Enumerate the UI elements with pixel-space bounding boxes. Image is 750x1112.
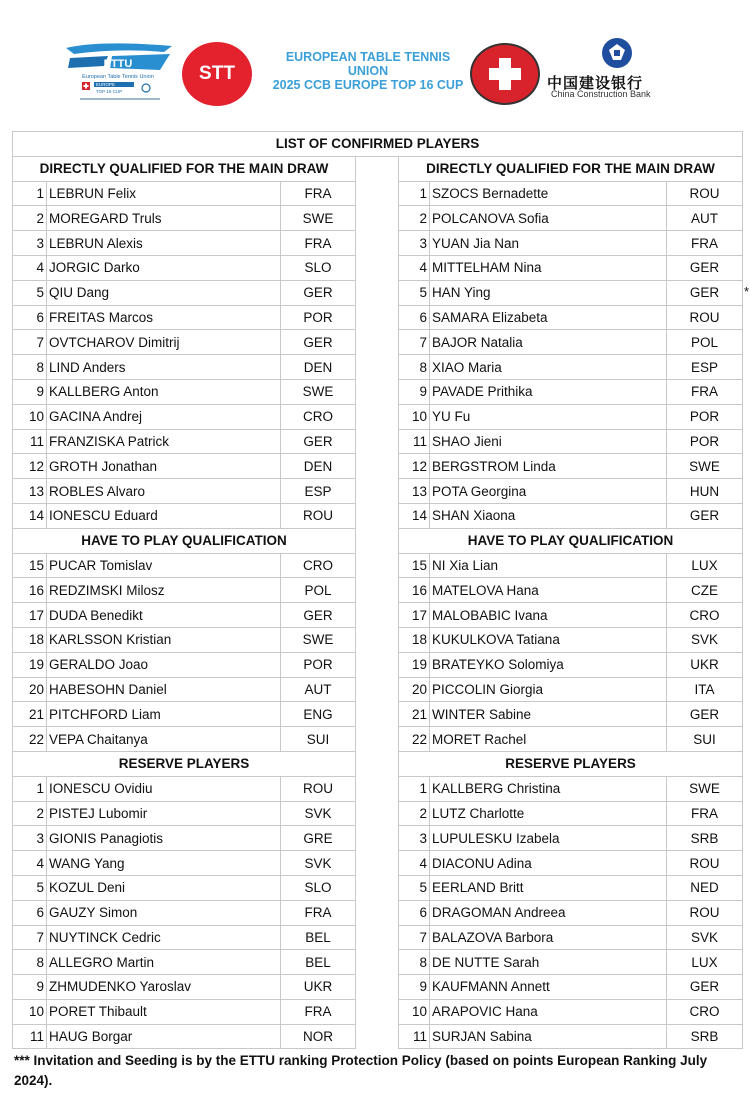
men-rank: 5 — [13, 875, 47, 900]
men-player-name: REDZIMSKI Milosz — [47, 578, 281, 603]
women-player-name: POLCANOVA Sofia — [430, 206, 667, 231]
men-rank: 12 — [13, 454, 47, 479]
women-country: CZE — [667, 578, 743, 603]
men-country: GER — [281, 603, 356, 628]
men-rank: 13 — [13, 479, 47, 504]
men-player-name: JORGIC Darko — [47, 255, 281, 280]
women-player-name: BAJOR Natalia — [430, 330, 667, 355]
women-player-name: MATELOVA Hana — [430, 578, 667, 603]
men-player-name: OVTCHAROV Dimitrij — [47, 330, 281, 355]
footer-note: *** Invitation and Seeding is by the ETTU ranking Protection Policy (based on points European Ranking July 2024). — [14, 1053, 708, 1088]
column-gap — [356, 503, 399, 528]
men-rank: 10 — [13, 999, 47, 1024]
women-country: POL — [667, 330, 743, 355]
men-player-name: NUYTINCK Cedric — [47, 925, 281, 950]
women-country: ROU — [667, 900, 743, 925]
men-player-name: KARLSSON Kristian — [47, 627, 281, 652]
men-rank: 9 — [13, 379, 47, 404]
column-gap — [356, 652, 399, 677]
men-rank: 10 — [13, 404, 47, 429]
table-row — [13, 826, 743, 851]
women-rank: 9 — [399, 379, 430, 404]
women-rank: 1 — [399, 776, 430, 801]
women-rank: 8 — [399, 355, 430, 380]
men-country: DEN — [281, 355, 356, 380]
table-row — [13, 280, 743, 305]
stt-logo — [182, 42, 252, 106]
column-gap — [356, 255, 399, 280]
women-country: CRO — [667, 999, 743, 1024]
men-country: FRA — [281, 181, 356, 206]
women-rank: 2 — [399, 801, 430, 826]
men-country: GRE — [281, 826, 356, 851]
table-row — [13, 429, 743, 454]
women-country: ROU — [667, 851, 743, 876]
women-country: FRA — [667, 231, 743, 256]
men-player-name: WANG Yang — [47, 851, 281, 876]
column-gap — [356, 950, 399, 975]
women-country: ROU — [667, 305, 743, 330]
event-title-line-1: EUROPEAN TABLE TENNIS — [285, 50, 451, 64]
men-country: FRA — [281, 231, 356, 256]
women-country: GER — [667, 280, 743, 305]
men-country: SWE — [281, 379, 356, 404]
women-country: ESP — [667, 355, 743, 380]
women-section-heading: DIRECTLY QUALIFIED FOR THE MAIN DRAW — [399, 156, 743, 181]
table-row — [13, 925, 743, 950]
table-row — [13, 231, 743, 256]
men-rank: 16 — [13, 578, 47, 603]
column-gap — [356, 727, 399, 752]
column-gap — [356, 429, 399, 454]
women-country: UKR — [667, 652, 743, 677]
men-player-name: GIONIS Panagiotis — [47, 826, 281, 851]
ettu-logo — [60, 38, 178, 110]
women-player-name: DE NUTTE Sarah — [430, 950, 667, 975]
men-country: FRA — [281, 900, 356, 925]
women-rank: 7 — [399, 330, 430, 355]
men-player-name: FRANZISKA Patrick — [47, 429, 281, 454]
page-header — [0, 0, 750, 115]
table-row — [13, 1024, 743, 1049]
men-player-name: VEPA Chaitanya — [47, 727, 281, 752]
column-gap — [356, 379, 399, 404]
women-rank: 12 — [399, 454, 430, 479]
men-country: SWE — [281, 627, 356, 652]
women-player-name: KAUFMANN Annett — [430, 975, 667, 1000]
women-player-name: HAN Ying — [430, 280, 667, 305]
women-player-name: PAVADE Prithika — [430, 379, 667, 404]
women-rank: 10 — [399, 999, 430, 1024]
women-player-name: BERGSTROM Linda — [430, 454, 667, 479]
men-country: FRA — [281, 999, 356, 1024]
women-country: LUX — [667, 553, 743, 578]
table-row — [13, 181, 743, 206]
ccb-logo-chinese: 中国建设银行 — [547, 74, 644, 92]
column-gap — [356, 851, 399, 876]
men-player-name: LIND Anders — [47, 355, 281, 380]
section-heading-row — [13, 528, 743, 553]
men-country: SUI — [281, 727, 356, 752]
column-gap — [356, 751, 399, 776]
women-rank: 7 — [399, 925, 430, 950]
column-gap — [356, 330, 399, 355]
men-country: GER — [281, 280, 356, 305]
women-country: GER — [667, 503, 743, 528]
men-rank: 11 — [13, 429, 47, 454]
women-country: POR — [667, 429, 743, 454]
column-gap — [356, 578, 399, 603]
men-rank: 8 — [13, 355, 47, 380]
column-gap — [356, 776, 399, 801]
men-player-name: ZHMUDENKO Yaroslav — [47, 975, 281, 1000]
men-rank: 4 — [13, 851, 47, 876]
men-player-name: GAUZY Simon — [47, 900, 281, 925]
women-country: FRA — [667, 379, 743, 404]
men-player-name: PUCAR Tomislav — [47, 553, 281, 578]
men-section-heading: HAVE TO PLAY QUALIFICATION — [13, 528, 356, 553]
men-player-name: LEBRUN Alexis — [47, 231, 281, 256]
women-rank: 3 — [399, 231, 430, 256]
table-row — [13, 727, 743, 752]
women-rank: 4 — [399, 851, 430, 876]
men-player-name: HABESOHN Daniel — [47, 677, 281, 702]
men-player-name: LEBRUN Felix — [47, 181, 281, 206]
section-heading-row — [13, 156, 743, 181]
women-rank: 17 — [399, 603, 430, 628]
table-row — [13, 503, 743, 528]
women-player-name: DRAGOMAN Andreea — [430, 900, 667, 925]
table-row — [13, 553, 743, 578]
table-row — [13, 206, 743, 231]
table-row — [13, 677, 743, 702]
margin-asterisk: * — [744, 284, 750, 299]
women-rank: 10 — [399, 404, 430, 429]
women-player-name: LUTZ Charlotte — [430, 801, 667, 826]
women-rank: 18 — [399, 627, 430, 652]
men-rank: 21 — [13, 702, 47, 727]
women-rank: 8 — [399, 950, 430, 975]
table-row — [13, 975, 743, 1000]
table-row — [13, 851, 743, 876]
men-rank: 7 — [13, 330, 47, 355]
women-rank: 20 — [399, 677, 430, 702]
column-gap — [356, 528, 399, 553]
men-player-name: MOREGARD Truls — [47, 206, 281, 231]
men-player-name: FREITAS Marcos — [47, 305, 281, 330]
column-gap — [356, 677, 399, 702]
men-rank: 1 — [13, 181, 47, 206]
men-rank: 2 — [13, 801, 47, 826]
women-player-name: LUPULESKU Izabela — [430, 826, 667, 851]
ettu-logo-tag2: TOP 16 CUP — [96, 89, 123, 94]
women-country: SWE — [667, 776, 743, 801]
women-player-name: MITTELHAM Nina — [430, 255, 667, 280]
column-gap — [356, 231, 399, 256]
table-row — [13, 305, 743, 330]
women-rank: 11 — [399, 1024, 430, 1049]
column-gap — [356, 801, 399, 826]
women-player-name: EERLAND Britt — [430, 875, 667, 900]
women-player-name: DIACONU Adina — [430, 851, 667, 876]
men-rank: 14 — [13, 503, 47, 528]
column-gap — [356, 826, 399, 851]
column-gap — [356, 305, 399, 330]
men-rank: 15 — [13, 553, 47, 578]
women-rank: 13 — [399, 479, 430, 504]
table-row — [13, 479, 743, 504]
men-country: BEL — [281, 925, 356, 950]
women-rank: 1 — [399, 181, 430, 206]
men-country: POR — [281, 305, 356, 330]
table-row — [13, 355, 743, 380]
women-country: SVK — [667, 925, 743, 950]
men-rank: 8 — [13, 950, 47, 975]
men-player-name: GERALDO Joao — [47, 652, 281, 677]
women-player-name: NI Xia Lian — [430, 553, 667, 578]
table-row — [13, 627, 743, 652]
men-country: SVK — [281, 851, 356, 876]
men-country: UKR — [281, 975, 356, 1000]
men-rank: 22 — [13, 727, 47, 752]
swiss-cross-icon — [472, 45, 538, 103]
column-gap — [356, 181, 399, 206]
women-country: CRO — [667, 603, 743, 628]
men-rank: 6 — [13, 305, 47, 330]
men-country: ROU — [281, 503, 356, 528]
men-country: POR — [281, 652, 356, 677]
table-row — [13, 875, 743, 900]
women-player-name: ARAPOVIC Hana — [430, 999, 667, 1024]
list-title: LIST OF CONFIRMED PLAYERS — [13, 132, 743, 157]
men-rank: 3 — [13, 826, 47, 851]
women-rank: 16 — [399, 578, 430, 603]
women-player-name: SAMARA Elizabeta — [430, 305, 667, 330]
table-row — [13, 578, 743, 603]
women-country: SRB — [667, 826, 743, 851]
table-row — [13, 379, 743, 404]
column-gap — [356, 999, 399, 1024]
table-row — [13, 652, 743, 677]
men-player-name: HAUG Borgar — [47, 1024, 281, 1049]
men-rank: 17 — [13, 603, 47, 628]
men-country: SWE — [281, 206, 356, 231]
men-rank: 7 — [13, 925, 47, 950]
column-gap — [356, 404, 399, 429]
men-rank: 9 — [13, 975, 47, 1000]
men-rank: 11 — [13, 1024, 47, 1049]
women-rank: 5 — [399, 875, 430, 900]
ettu-logo-tag1: EUROPE — [96, 82, 116, 88]
men-rank: 1 — [13, 776, 47, 801]
women-player-name: SHAO Jieni — [430, 429, 667, 454]
women-player-name: KUKULKOVA Tatiana — [430, 627, 667, 652]
women-player-name: KALLBERG Christina — [430, 776, 667, 801]
event-title-line-3: 2025 CCB EUROPE TOP 16 CUP — [272, 78, 464, 92]
women-country: SRB — [667, 1024, 743, 1049]
women-country: GER — [667, 975, 743, 1000]
column-gap — [356, 479, 399, 504]
table-row — [13, 776, 743, 801]
ettu-logo-text: ETTU — [103, 58, 133, 70]
women-rank: 9 — [399, 975, 430, 1000]
women-rank: 2 — [399, 206, 430, 231]
men-country: POL — [281, 578, 356, 603]
men-country: BEL — [281, 950, 356, 975]
men-country: SLO — [281, 255, 356, 280]
column-gap — [356, 280, 399, 305]
column-gap — [356, 1024, 399, 1049]
women-rank: 14 — [399, 503, 430, 528]
event-title-line-2: UNION — [347, 64, 389, 78]
men-player-name: GROTH Jonathan — [47, 454, 281, 479]
men-rank: 6 — [13, 900, 47, 925]
men-country: GER — [281, 429, 356, 454]
women-country: FRA — [667, 801, 743, 826]
women-country: POR — [667, 404, 743, 429]
women-country: LUX — [667, 950, 743, 975]
women-rank: 19 — [399, 652, 430, 677]
men-player-name: PITCHFORD Liam — [47, 702, 281, 727]
men-section-heading: RESERVE PLAYERS — [13, 751, 356, 776]
column-gap — [356, 925, 399, 950]
men-player-name: KOZUL Deni — [47, 875, 281, 900]
men-rank: 3 — [13, 231, 47, 256]
men-rank: 19 — [13, 652, 47, 677]
women-rank: 6 — [399, 305, 430, 330]
women-player-name: SHAN Xiaona — [430, 503, 667, 528]
table-row — [13, 330, 743, 355]
table-row — [13, 702, 743, 727]
ccb-logo — [545, 36, 695, 100]
men-country: ENG — [281, 702, 356, 727]
women-section-heading: RESERVE PLAYERS — [399, 751, 743, 776]
women-rank: 22 — [399, 727, 430, 752]
women-player-name: YU Fu — [430, 404, 667, 429]
men-rank: 4 — [13, 255, 47, 280]
table-row — [13, 603, 743, 628]
column-gap — [356, 627, 399, 652]
men-country: DEN — [281, 454, 356, 479]
women-rank: 4 — [399, 255, 430, 280]
men-player-name: QIU Dang — [47, 280, 281, 305]
men-player-name: IONESCU Ovidiu — [47, 776, 281, 801]
table-row — [13, 900, 743, 925]
table-row — [13, 950, 743, 975]
women-player-name: BALAZOVA Barbora — [430, 925, 667, 950]
women-player-name: SURJAN Sabina — [430, 1024, 667, 1049]
women-country: NED — [667, 875, 743, 900]
men-player-name: ALLEGRO Martin — [47, 950, 281, 975]
women-country: ITA — [667, 677, 743, 702]
column-gap — [356, 156, 399, 181]
women-player-name: POTA Georgina — [430, 479, 667, 504]
women-country: AUT — [667, 206, 743, 231]
men-player-name: IONESCU Eduard — [47, 503, 281, 528]
women-player-name: XIAO Maria — [430, 355, 667, 380]
women-player-name: MALOBABIC Ivana — [430, 603, 667, 628]
men-player-name: KALLBERG Anton — [47, 379, 281, 404]
men-player-name: GACINA Andrej — [47, 404, 281, 429]
men-country: ESP — [281, 479, 356, 504]
column-gap — [356, 900, 399, 925]
women-rank: 3 — [399, 826, 430, 851]
women-country: GER — [667, 255, 743, 280]
men-country: SLO — [281, 875, 356, 900]
women-player-name: SZOCS Bernadette — [430, 181, 667, 206]
stt-logo-text: STT — [199, 63, 235, 84]
men-country: CRO — [281, 404, 356, 429]
men-player-name: ROBLES Alvaro — [47, 479, 281, 504]
men-rank: 5 — [13, 280, 47, 305]
women-rank: 6 — [399, 900, 430, 925]
column-gap — [356, 603, 399, 628]
women-rank: 15 — [399, 553, 430, 578]
column-gap — [356, 355, 399, 380]
men-player-name: PISTEJ Lubomir — [47, 801, 281, 826]
women-country: SWE — [667, 454, 743, 479]
women-player-name: WINTER Sabine — [430, 702, 667, 727]
women-player-name: PICCOLIN Giorgia — [430, 677, 667, 702]
column-gap — [356, 206, 399, 231]
column-gap — [356, 553, 399, 578]
ccb-emblem-icon — [545, 36, 695, 70]
men-country: CRO — [281, 553, 356, 578]
women-rank: 21 — [399, 702, 430, 727]
men-country: ROU — [281, 776, 356, 801]
men-section-heading: DIRECTLY QUALIFIED FOR THE MAIN DRAW — [13, 156, 356, 181]
swiss-cross-logo — [470, 43, 540, 105]
women-country: SUI — [667, 727, 743, 752]
ettu-logo-graphic — [60, 38, 178, 110]
women-player-name: MORET Rachel — [430, 727, 667, 752]
men-country: GER — [281, 330, 356, 355]
column-gap — [356, 702, 399, 727]
women-rank: 5 — [399, 280, 430, 305]
section-heading-row — [13, 751, 743, 776]
men-rank: 20 — [13, 677, 47, 702]
men-player-name: PORET Thibault — [47, 999, 281, 1024]
women-player-name: YUAN Jia Nan — [430, 231, 667, 256]
women-country: ROU — [667, 181, 743, 206]
column-gap — [356, 454, 399, 479]
men-rank: 2 — [13, 206, 47, 231]
column-gap — [356, 875, 399, 900]
women-country: GER — [667, 702, 743, 727]
confirmed-players-table — [12, 131, 743, 1049]
column-gap — [356, 975, 399, 1000]
table-row — [13, 454, 743, 479]
men-country: AUT — [281, 677, 356, 702]
women-country: HUN — [667, 479, 743, 504]
table-row — [13, 801, 743, 826]
ettu-logo-subtext: European Table Tennis Union — [82, 74, 154, 80]
men-country: SVK — [281, 801, 356, 826]
women-country: SVK — [667, 627, 743, 652]
women-section-heading: HAVE TO PLAY QUALIFICATION — [399, 528, 743, 553]
women-rank: 11 — [399, 429, 430, 454]
table-row — [13, 999, 743, 1024]
men-player-name: DUDA Benedikt — [47, 603, 281, 628]
men-rank: 18 — [13, 627, 47, 652]
table-row — [13, 255, 743, 280]
table-row — [13, 404, 743, 429]
ccb-logo-english: China Construction Bank — [551, 89, 651, 99]
women-player-name: BRATEYKO Solomiya — [430, 652, 667, 677]
event-title — [268, 50, 468, 92]
men-country: NOR — [281, 1024, 356, 1049]
